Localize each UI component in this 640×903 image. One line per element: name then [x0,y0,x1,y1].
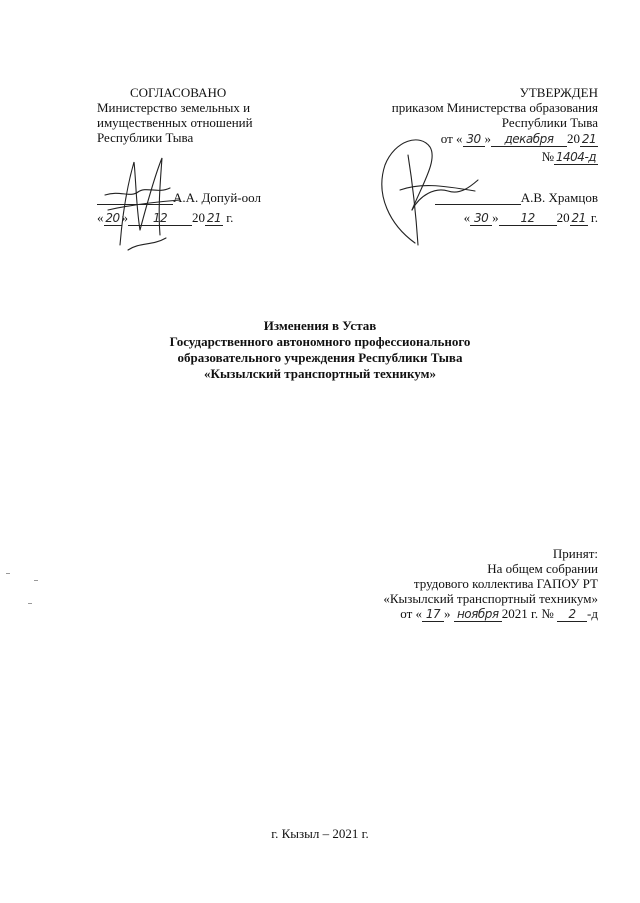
accepted-line3: «Кызылский транспортный техникум» [383,591,598,606]
right-date-year-prefix: 20 [556,210,570,225]
right-date-close: » [492,210,499,225]
title-line3: образовательного учреждения Республики Тыва [177,350,463,365]
accepted-line2: трудового коллектива ГАПОУ РТ [413,576,598,591]
left-org-line1: Министерство земельных и [97,100,251,115]
left-date-day: 20 [105,211,120,225]
accepted-line1: На общем собрании [487,561,598,576]
right-order-month: декабря [491,133,567,147]
right-order-number-label: № [541,149,554,164]
right-order-number-line [542,149,598,165]
right-date-suffix: г. [590,210,598,225]
right-order-line1: приказом Министерства образования [391,100,598,115]
accepted-number: 2 [557,608,587,622]
right-order-number: 1404-д [555,150,597,164]
right-order-day: 30 [463,133,485,147]
right-order-line2: Республики Тыва [501,115,598,130]
right-order-close: » [484,131,491,146]
left-signer-name: А.А. Допуй-оол [173,190,261,205]
scan-speck [6,573,10,574]
left-org-line2: имущественных отношений [97,115,253,130]
title-line4: «Кызылский транспортный техникум» [204,366,436,381]
accepted-heading: Принят: [552,546,598,561]
left-date-year-prefix: 20 [192,210,205,225]
right-date-day: 30 [470,212,492,226]
right-date-open: « [463,210,471,225]
right-date-line [464,210,598,226]
left-date-year: 21 [206,211,222,225]
right-date-month: 12 [499,212,557,226]
accepted-close: » [444,606,451,621]
accepted-day: 17 [422,608,444,622]
left-org-line3: Республики Тыва [97,130,194,145]
footer-place-year: г. Кызыл – 2021 г. [271,826,369,841]
scan-speck [28,603,32,604]
left-date-open: « [97,210,104,225]
accepted-suffix: -д [587,606,598,621]
right-order-date-line [441,131,598,147]
right-signer-name: А.В. Храмцов [520,190,598,205]
left-signature-icon [100,150,190,260]
right-date-year: 21 [571,211,586,225]
left-date-suffix: г. [226,210,234,225]
right-order-from: от « [440,131,463,146]
scan-speck [34,580,38,581]
right-order-year: 21 [581,132,597,146]
left-heading: СОГЛАСОВАНО [130,85,227,100]
accepted-from: от « [400,606,423,621]
left-signature-line [97,190,261,205]
accepted-month: ноября [454,608,502,622]
right-order-year-prefix: 20 [567,131,580,146]
left-date-month: 12 [128,212,192,226]
title-line1: Изменения в Устав [263,318,377,333]
left-date-close: » [121,210,128,225]
right-signature-line [435,190,598,205]
accepted-date-line [400,606,598,622]
title-line2: Государственного автономного профессионального [169,334,471,349]
left-date-line [97,210,233,226]
accepted-year: 2021 г. № [501,606,554,621]
right-heading: УТВЕРЖДЕН [519,85,598,100]
